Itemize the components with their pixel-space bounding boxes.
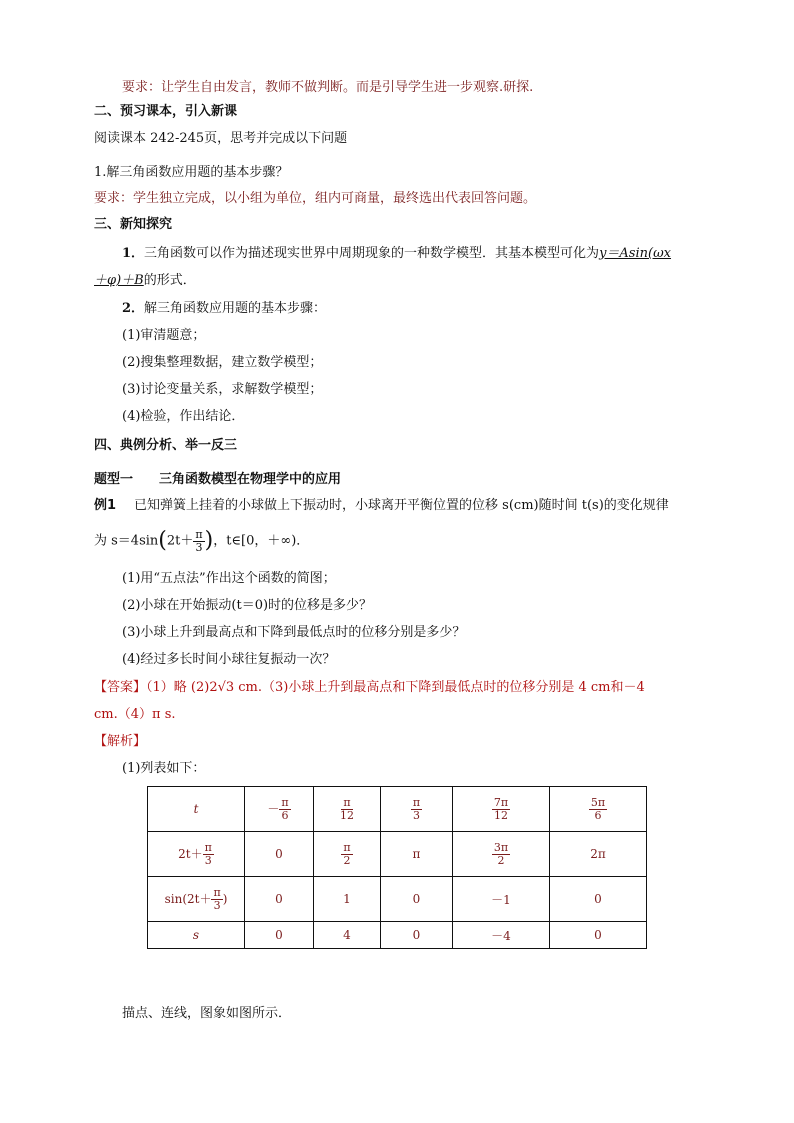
cell-text: π	[412, 847, 421, 861]
denominator: 6	[594, 808, 602, 822]
analysis-label: 【解析】	[94, 734, 147, 749]
point-2	[122, 301, 326, 317]
numerator: π	[213, 885, 221, 899]
table-cell	[381, 922, 453, 949]
section-heading-4: 四、典例分析、举一反三	[94, 438, 238, 453]
plot-instruction: 描点、连线，图象如图所示．	[122, 1006, 292, 1021]
numerator: π	[195, 527, 203, 541]
point-1	[122, 246, 671, 262]
fraction	[340, 797, 354, 822]
type-title: 三角函数模型在物理学中的应用	[159, 472, 342, 487]
type-label: 题型一	[94, 472, 134, 487]
requirement-1: 要求：让学生自由发言，教师不做判断。而是引导学生进一步观察.研探.	[122, 80, 534, 95]
fraction	[411, 797, 422, 822]
cell-text: －4	[491, 928, 511, 943]
denominator: 2	[497, 853, 505, 867]
list-intro: (1)列表如下：	[122, 761, 206, 776]
value-table	[147, 786, 647, 949]
section-heading-2: 二、预习课本，引入新课	[94, 104, 238, 119]
denominator: 3	[412, 808, 420, 822]
numerator: π	[281, 795, 289, 809]
cell-text: sin(2t＋	[164, 891, 212, 906]
numerator: π	[204, 840, 212, 854]
step-4: (4)检验，作出结论．	[122, 409, 245, 424]
example-formula: 为 s＝4sin(2t＋ $\frac{\pi}{3}$ )，t∈[0，＋∞)．	[94, 527, 310, 554]
table-row	[148, 832, 647, 877]
cell-text: 0	[594, 928, 602, 942]
fraction	[203, 842, 214, 867]
table-cell	[550, 832, 647, 877]
table-row	[148, 922, 647, 949]
formula: y＝Asin(ωx	[599, 246, 672, 261]
table-cell	[245, 832, 314, 877]
table-cell	[381, 787, 453, 832]
table-cell	[550, 877, 647, 922]
cell-text: 0	[412, 892, 421, 906]
table-cell	[453, 787, 550, 832]
sub-question-1: (1)用“五点法”作出这个函数的简图；	[122, 571, 336, 586]
table-cell	[148, 922, 245, 949]
cell-text: 4	[343, 928, 351, 942]
example-1	[94, 498, 669, 514]
table-cell	[245, 922, 314, 949]
formula-part: 为 s＝4sin	[94, 533, 159, 549]
numerator: 3π	[493, 840, 509, 854]
answer-line-2: cm.（4）π s.	[94, 707, 176, 722]
point-text: 解三角函数应用题的基本步骤：	[144, 301, 327, 316]
point-number: 2．	[122, 301, 145, 316]
table-cell	[453, 877, 550, 922]
table-cell	[381, 832, 453, 877]
numerator: 7π	[493, 795, 509, 809]
fraction	[492, 842, 510, 867]
point-text: 的形式．	[143, 273, 196, 288]
table-row	[148, 787, 647, 832]
table-cell	[453, 922, 550, 949]
denominator: 2	[343, 853, 351, 867]
denominator: 6	[281, 808, 289, 822]
point-1-cont	[94, 273, 196, 289]
cell-text: －1	[491, 892, 511, 907]
sub-question-4: (4)经过多长时间小球往复振动一次？	[122, 652, 336, 667]
cell-text: 0	[275, 847, 283, 861]
numerator: π	[343, 795, 351, 809]
example-text: 已知弹簧上挂着的小球做上下振动时，小球离开平衡位置的位移 s(cm)随时间 t(s)的变化规律	[134, 498, 669, 513]
cell-text: 0	[275, 892, 283, 906]
table-cell	[550, 787, 647, 832]
cell-text: 0	[412, 928, 421, 942]
fraction	[279, 797, 290, 822]
fraction	[193, 529, 204, 554]
cell-text: )	[222, 891, 228, 906]
type-heading	[94, 472, 341, 488]
point-text: 三角函数可以作为描述现实世界中周期现象的一种数学模型．其基本模型可化为	[144, 246, 600, 261]
table-cell	[148, 877, 245, 922]
table-cell	[314, 877, 381, 922]
table-cell	[381, 877, 453, 922]
fraction	[492, 797, 510, 822]
cell-text: 0	[275, 928, 283, 942]
sign: －	[267, 801, 280, 816]
table-cell	[148, 832, 245, 877]
step-2: (2)搜集整理数据，建立数学模型；	[122, 355, 323, 370]
fraction	[211, 887, 222, 912]
numerator: π	[343, 840, 351, 854]
cell-text: 2π	[590, 847, 606, 861]
denominator: 3	[204, 853, 212, 867]
section-heading-3: 三、新知探究	[94, 217, 173, 232]
table-row	[148, 877, 647, 922]
denominator: 3	[213, 898, 221, 912]
formula-part: ，t∈[0，＋∞)．	[213, 533, 310, 549]
table-cell	[550, 922, 647, 949]
denominator: 12	[340, 808, 354, 822]
formula-part: 2t＋	[166, 533, 194, 549]
table-cell	[314, 787, 381, 832]
cell-text: 0	[594, 892, 602, 906]
table-cell	[245, 787, 314, 832]
table-cell	[148, 787, 245, 832]
reading-instruction: 阅读课本 242-245页，思考并完成以下问题	[94, 131, 348, 146]
table-cell	[314, 832, 381, 877]
example-label: 例1	[94, 498, 117, 513]
requirement-2: 要求：学生独立完成，以小组为单位，组内可商量，最终选出代表回答问题。	[94, 191, 537, 206]
step-3: (3)讨论变量关系，求解数学模型；	[122, 382, 323, 397]
denominator: 3	[195, 540, 203, 554]
sub-question-3: (3)小球上升到最高点和下降到最低点时的位移分别是多少？	[122, 625, 466, 640]
table-cell	[453, 832, 550, 877]
cell-text: 2t＋	[178, 846, 203, 861]
cell-text: s	[192, 928, 200, 942]
table-cell	[314, 922, 381, 949]
denominator: 12	[493, 808, 508, 822]
cell-text: t	[193, 802, 199, 816]
answer-line-1: 【答案】（1）略 (2)2√3 cm.（3)小球上升到最高点和下降到最低点时的位移分别是 4 cm和－4	[94, 680, 645, 695]
sub-question-2: (2)小球在开始振动(t＝0)时的位移是多少？	[122, 598, 373, 613]
numerator: π	[412, 795, 421, 809]
numerator: 5π	[590, 795, 606, 809]
point-number: 1．	[122, 246, 145, 261]
cell-text: 1	[343, 892, 351, 906]
fraction	[341, 842, 352, 867]
formula: ＋φ)＋B	[94, 273, 144, 288]
table-cell	[245, 877, 314, 922]
fraction	[589, 797, 607, 822]
question-1: 1.解三角函数应用题的基本步骤？	[94, 165, 289, 180]
step-1: (1)审清题意；	[122, 328, 206, 343]
